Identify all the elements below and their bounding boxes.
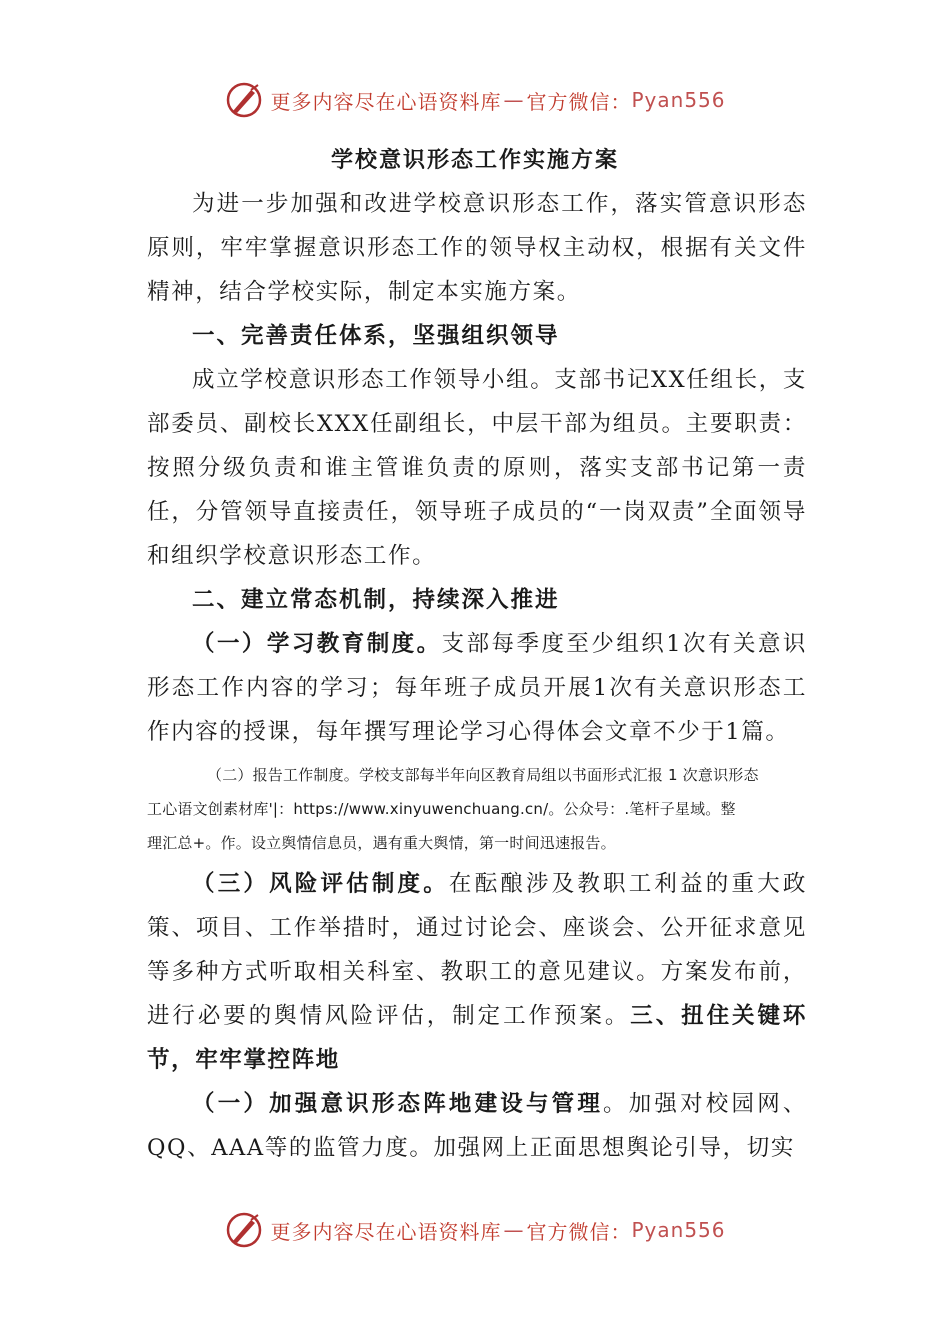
document-body xyxy=(147,182,807,1170)
item-2-line-1: （二）报告工作制度。学校支部每半年向区教育局组以书面形式汇报 1 次意识形态 xyxy=(207,766,759,784)
section-3-heading: 三、扭住关键环节，牢牢掌控阵地 xyxy=(147,1003,807,1073)
section-1-body: 成立学校意识形态工作领导小组。支部书记XX任组长，支部委员、副校长XXX任副组长，中层干部为组员。主要职责：按照分级负责和谁主管谁负责的原则，落实支部书记第一责任，分管领导直接责任，领导班子成员的“一岗双责”全面领导和组织学校意识形态工作。 xyxy=(147,367,807,569)
quill-logo-icon xyxy=(224,80,264,120)
quill-logo-icon xyxy=(224,1210,264,1250)
watermark-official: 官方微信： xyxy=(526,1219,632,1244)
section-2-item-3 xyxy=(147,862,807,1082)
watermark-separator: — xyxy=(503,1218,525,1242)
item-2-line-3: 理汇总+。作。设立舆情信息员，遇有重大舆情，第一时间迅速报告。 xyxy=(147,834,616,852)
section-2-item-1 xyxy=(147,622,807,754)
watermark-banner-bottom xyxy=(0,1208,950,1252)
item-1-label: （一）学习教育制度。 xyxy=(192,631,442,657)
section-2-item-2 xyxy=(147,754,807,862)
watermark-text: 更多内容尽在心语资料库 xyxy=(270,1219,502,1244)
item-2-line-2: 工心语文创素材库'|：https://www.xinyuwenchuang.cn/。公众号：.笔杆子星域。整 xyxy=(147,800,736,818)
sec3-item-1-label: （一）加强意识形态阵地建设与管理 xyxy=(192,1091,604,1117)
watermark-separator: — xyxy=(503,88,525,112)
section-1-heading: 一、完善责任体系，坚强组织领导 xyxy=(192,323,560,349)
watermark-banner-top xyxy=(0,78,950,122)
section-3-item-1 xyxy=(147,1082,807,1170)
item-1-body: 支部每季度至少组织1次有关意识形态工作内容的学习；每年班子成员开展1次有关意识形态工作内容的授课，每年撰写理论学习心得体会文章不少于1篇。 xyxy=(147,631,807,745)
section-2-heading: 二、建立常态机制，持续深入推进 xyxy=(192,587,560,613)
item-3-body: 在酝酿涉及教职工利益的重大政策、项目、工作举措时，通过讨论会、座谈会、公开征求意见等多种方式听取相关科室、教职工的意见建议。方案发布前，进行必要的舆情风险评估，制定工作预案。 xyxy=(147,871,807,1029)
watermark-id: Pyan556 xyxy=(631,88,726,112)
sec3-item-1-body: 。加强对校园网、QQ、AAA等的监管力度。加强网上正面思想舆论引导，切实 xyxy=(147,1091,807,1161)
document-title: 学校意识形态工作实施方案 xyxy=(330,147,619,173)
intro-paragraph: 为进一步加强和改进学校意识形态工作，落实管意识形态原则，牢牢掌握意识形态工作的领导权主动权，根据有关文件精神，结合学校实际，制定本实施方案。 xyxy=(147,191,807,305)
item-3-label: （三）风险评估制度。 xyxy=(192,871,449,897)
watermark-id: Pyan556 xyxy=(631,1218,726,1242)
watermark-text: 更多内容尽在心语资料库 xyxy=(270,89,502,114)
watermark-official: 官方微信： xyxy=(526,89,632,114)
